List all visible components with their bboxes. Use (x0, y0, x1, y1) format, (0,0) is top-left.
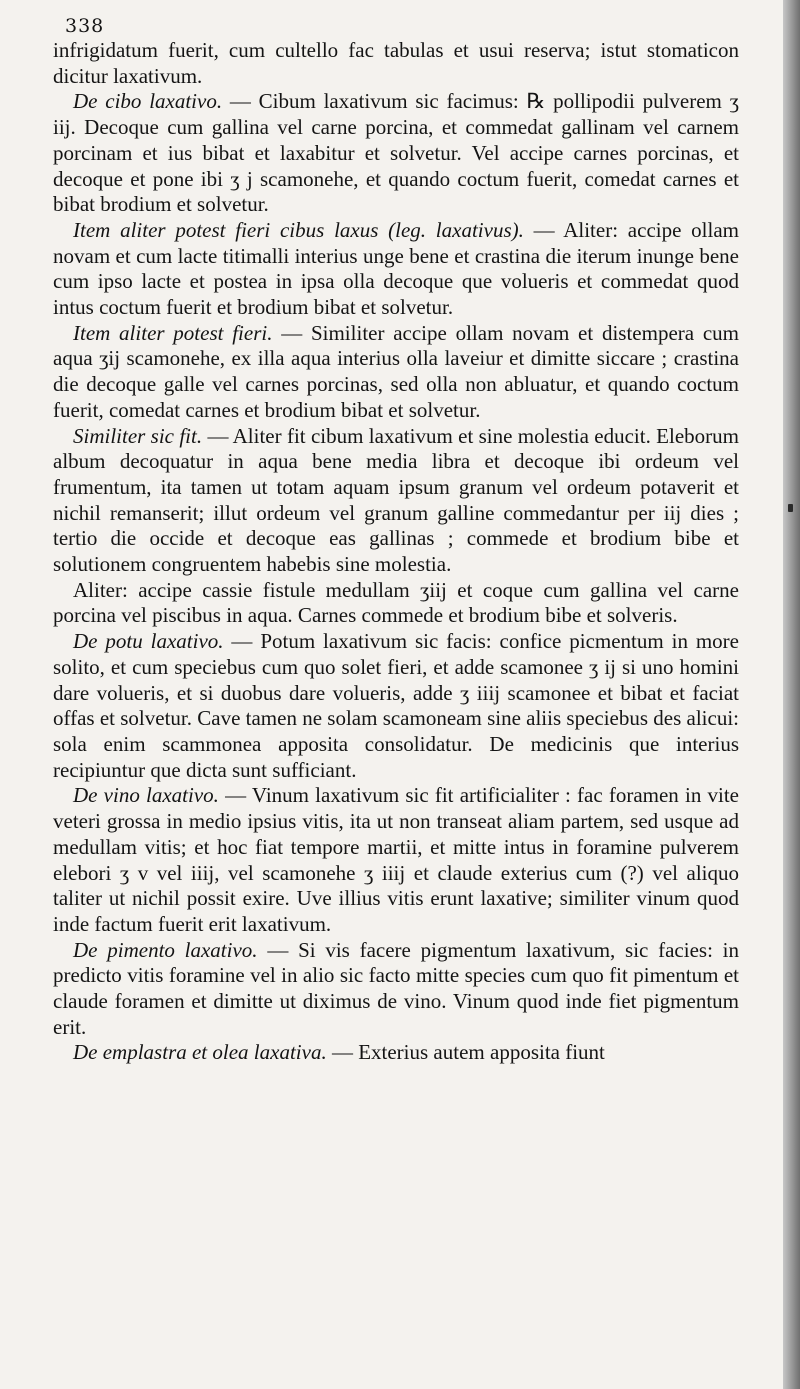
edge-mark (788, 504, 793, 512)
paragraph (53, 578, 739, 629)
paragraph-rubric: De pimento laxativo. (73, 937, 258, 962)
paragraph-text: — Potum laxativum sic facis: confice picmentum in more solito, et cum speciebus cum quo solet fieri, et adde scamonee ʒ ij si uno homini dare volueris, et si duobus dare volueris, adde ʒ iiij scamonee et bibat et faciat offas et solvetur. Cave tamen ne solam scamoneam sine aliis speciebus des alicui: sola enim scammonea apposita consolidatur. De medicinis que interius recipiuntur que dicta sunt sufficiant. (53, 629, 740, 782)
paragraph (53, 783, 739, 937)
paragraph-text: — Exterius autem apposita fiunt (326, 1040, 605, 1065)
paragraph-rubric: De emplastra et olea laxativa. (73, 1040, 327, 1065)
paragraph (53, 89, 739, 218)
paragraph-rubric: De cibo laxativo. (73, 89, 223, 114)
paragraph-rubric: Item aliter potest fieri cibus laxus (leg. laxativus). (73, 217, 524, 242)
paragraph-text: — Aliter: accipe ollam novam et cum lacte titimalli interius unge bene et crastina die iterum inunge bene cum ipso lacte et postea in ipsa olla decoque que volueris et commedat quod intus coctum fuerit et brodium bibat et solvetur. (53, 217, 739, 320)
paragraph-rubric: Item aliter potest fieri. (73, 320, 273, 345)
paragraph (53, 424, 739, 578)
paragraph-text: infrigidatum fuerit, cum cultello fac tabulas et usui reserva; istut stomaticon dicitur laxativum. (53, 38, 739, 88)
page-edge-shadow (783, 0, 800, 1389)
paragraph-rubric: Similiter sic fit. (73, 423, 203, 448)
paragraph-rubric: De vino laxativo. (73, 783, 219, 808)
body-text (53, 38, 739, 1066)
page-number: 338 (65, 15, 105, 37)
paragraph-text: — Vinum laxativum sic fit artificialiter : fac foramen in vite veteri grossa in medio ipsius vitis, ita ut non transeat aliam partem, sed usque ad medullam vitis; et hoc fiat tempore martii, et mitte intus in foramine pulverem elebori ʒ v vel iiij, vel scamonehe ʒ iiij et claude exterius cum (?) vel aliquo taliter ut nichil possit exire. Uve illius vitis erunt laxative; similiter vinum quod inde factum fuerit erit laxativum. (53, 783, 739, 936)
paragraph (53, 629, 739, 783)
paragraph-text: — Aliter fit cibum laxativum et sine molestia educit. Eleborum album decoquatur in aqua bene media libra et decoque ibi ordeum vel frumentum, ita tamen ut totam aquam ipsum granum vel ordeum potaverit et nichil remanserit; illut ordeum vel granum galline commedantur per iij dies ; tertio die occide et decoque eas gallinas ; commede et brodium bibe et solutionem congruentem habebis sine molestia. (53, 423, 739, 577)
paragraph-text: Aliter: accipe cassie fistule medullam ʒiij et coque cum gallina vel carne porcina vel piscibus in aqua. Carnes commede et brodium bibe et solveris. (53, 577, 739, 628)
paragraph (53, 938, 739, 1041)
paragraph-rubric: De potu laxativo. (73, 629, 224, 654)
paragraph (53, 38, 739, 89)
paragraph-text: — Cibum laxativum sic facimus: ℞ pollipodii pulverem ʒ iij. Decoque cum gallina vel carne porcina, et commedat gallinam vel carnem porcinam et ius bibat et laxabitur et solvetur. Vel accipe carnes porcinas, et decoque et pone ibi ʒ j scamonehe, et quando coctum fuerit, comedat carnes et bibat brodium et solvetur. (53, 89, 739, 217)
paragraph (53, 218, 739, 321)
paragraph-text: — Si vis facere pigmentum laxativum, sic facies: in predicto vitis foramine vel in alio sic facto mitte species cum quo fit pimentum et claude foramen et dimitte ut diximus de vino. Vinum quod inde fiet pigmentum erit. (53, 937, 740, 1039)
paragraph-text: — Similiter accipe ollam novam et distempera cum aqua ʒij scamonehe, ex illa aqua interius olla laveiur et dimitte siccare ; crastina die decoque galle vel carnes porcinas, sed olla non abluatur, et quando coctum fuerit, comedat carnes et brodium bibat et solvetur. (53, 320, 739, 422)
paragraph (53, 1040, 739, 1066)
paragraph (53, 321, 739, 424)
